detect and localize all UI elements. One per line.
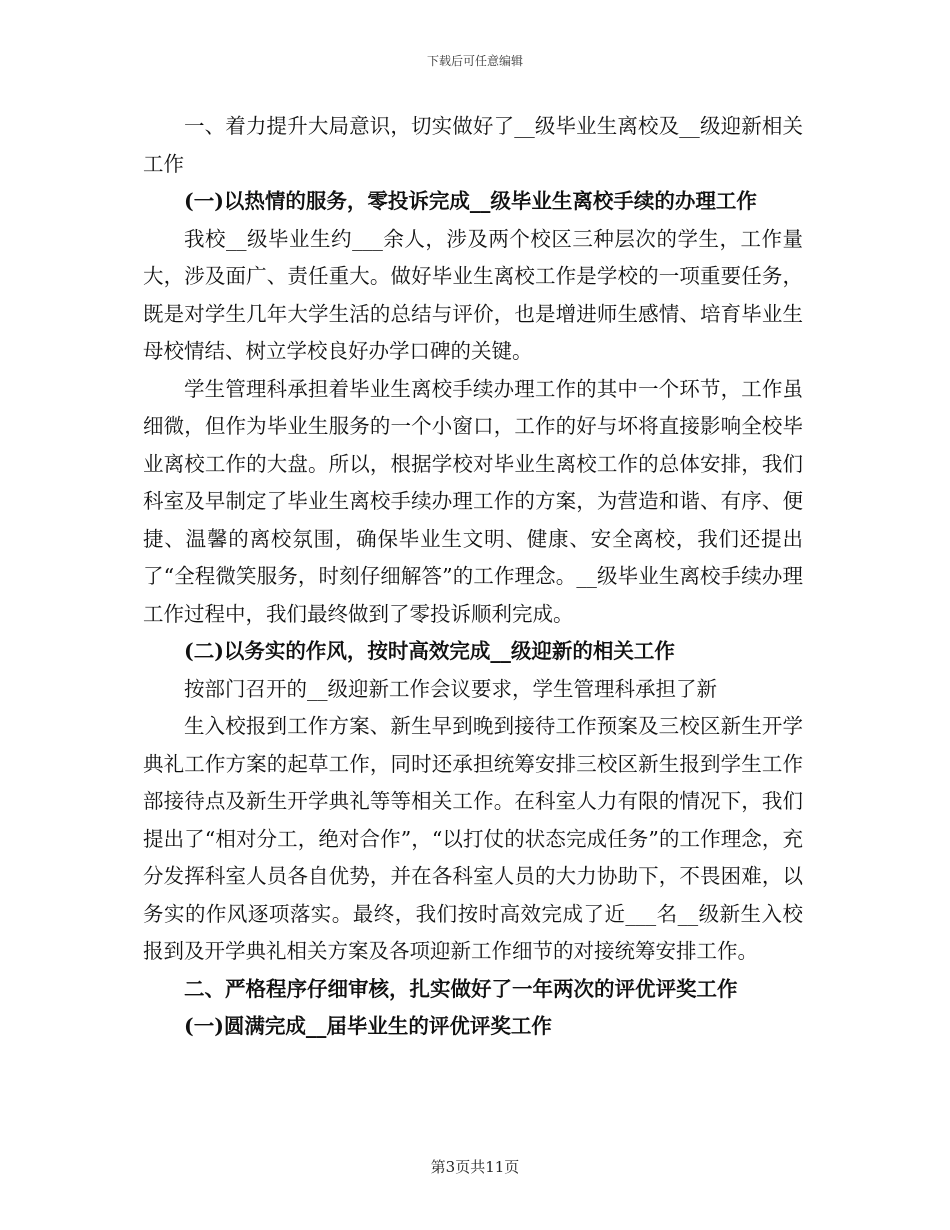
paragraph-orientation-continued: 生入校报到工作方案、新生早到晚到接待工作预案及三校区新生开学典礼工作方案的起草工作，同时还承担统筹安排三校区新生报到学生工作部接待点及新生开学典礼等等相关工作。在科室人力有限的情况下，我们提出了“相对分工，绝对合作”，“以打仗的状态完成任务”的工作理念，充分发挥科室人员各自优势，并在各科室人员的大力协助下，不畏困难，以务实的作风逐项落实。最终，我们按时高效完成了近___名__级新生入校报到及开学典礼相关方案及各项迎新工作细节的对接统筹安排工作。: [143, 714, 803, 963]
paragraph-orientation-start: 按部门召开的__级迎新工作会议要求，学生管理科承担了新: [184, 676, 717, 701]
page-footer: 第3页共11页: [430, 1158, 520, 1176]
paragraph-section-one-title: 一、着力提升大局意识，切实做好了__级毕业生离校及__级迎新相关工作: [143, 114, 803, 176]
paragraph-graduates-overview: 我校__级毕业生约___余人，涉及两个校区三种层次的学生，工作量大，涉及面广、责任重大。做好毕业生离校工作是学校的一项重要任务，既是对学生几年大学生活的总结与评价，也是增进师生感情、培育毕业生母校情结、树立学校良好办学口碑的关键。: [143, 226, 803, 363]
heading-1-1: (一)以热情的服务，零投诉完成__级毕业生离校手续的办理工作: [184, 189, 757, 213]
page-header: 下载后可任意编辑: [426, 54, 523, 68]
heading-2-1: (一)圆满完成__届毕业生的评优评奖工作: [184, 1014, 552, 1038]
document-body: [143, 108, 803, 1046]
heading-section-two: 二、严格程序仔细审核，扎实做好了一年两次的评优评奖工作: [184, 976, 738, 1001]
paragraph-management-work: 学生管理科承担着毕业生离校手续办理工作的其中一个环节，工作虽细微，但作为毕业生服务的一个小窗口，工作的好与坏将直接影响全校毕业离校工作的大盘。所以，根据学校对毕业生离校工作的总体安排，我们科室及早制定了毕业生离校手续办理工作的方案，为营造和谐、有序、便捷、温馨的离校氛围，确保毕业生文明、健康、安全离校，我们还提出了“全程微笑服务，时刻仔细解答”的工作理念。__级毕业生离校手续办理工作过程中，我们最终做到了零投诉顺利完成。: [143, 376, 803, 626]
heading-1-2: (二)以务实的作风，按时高效完成__级迎新的相关工作: [184, 639, 675, 663]
